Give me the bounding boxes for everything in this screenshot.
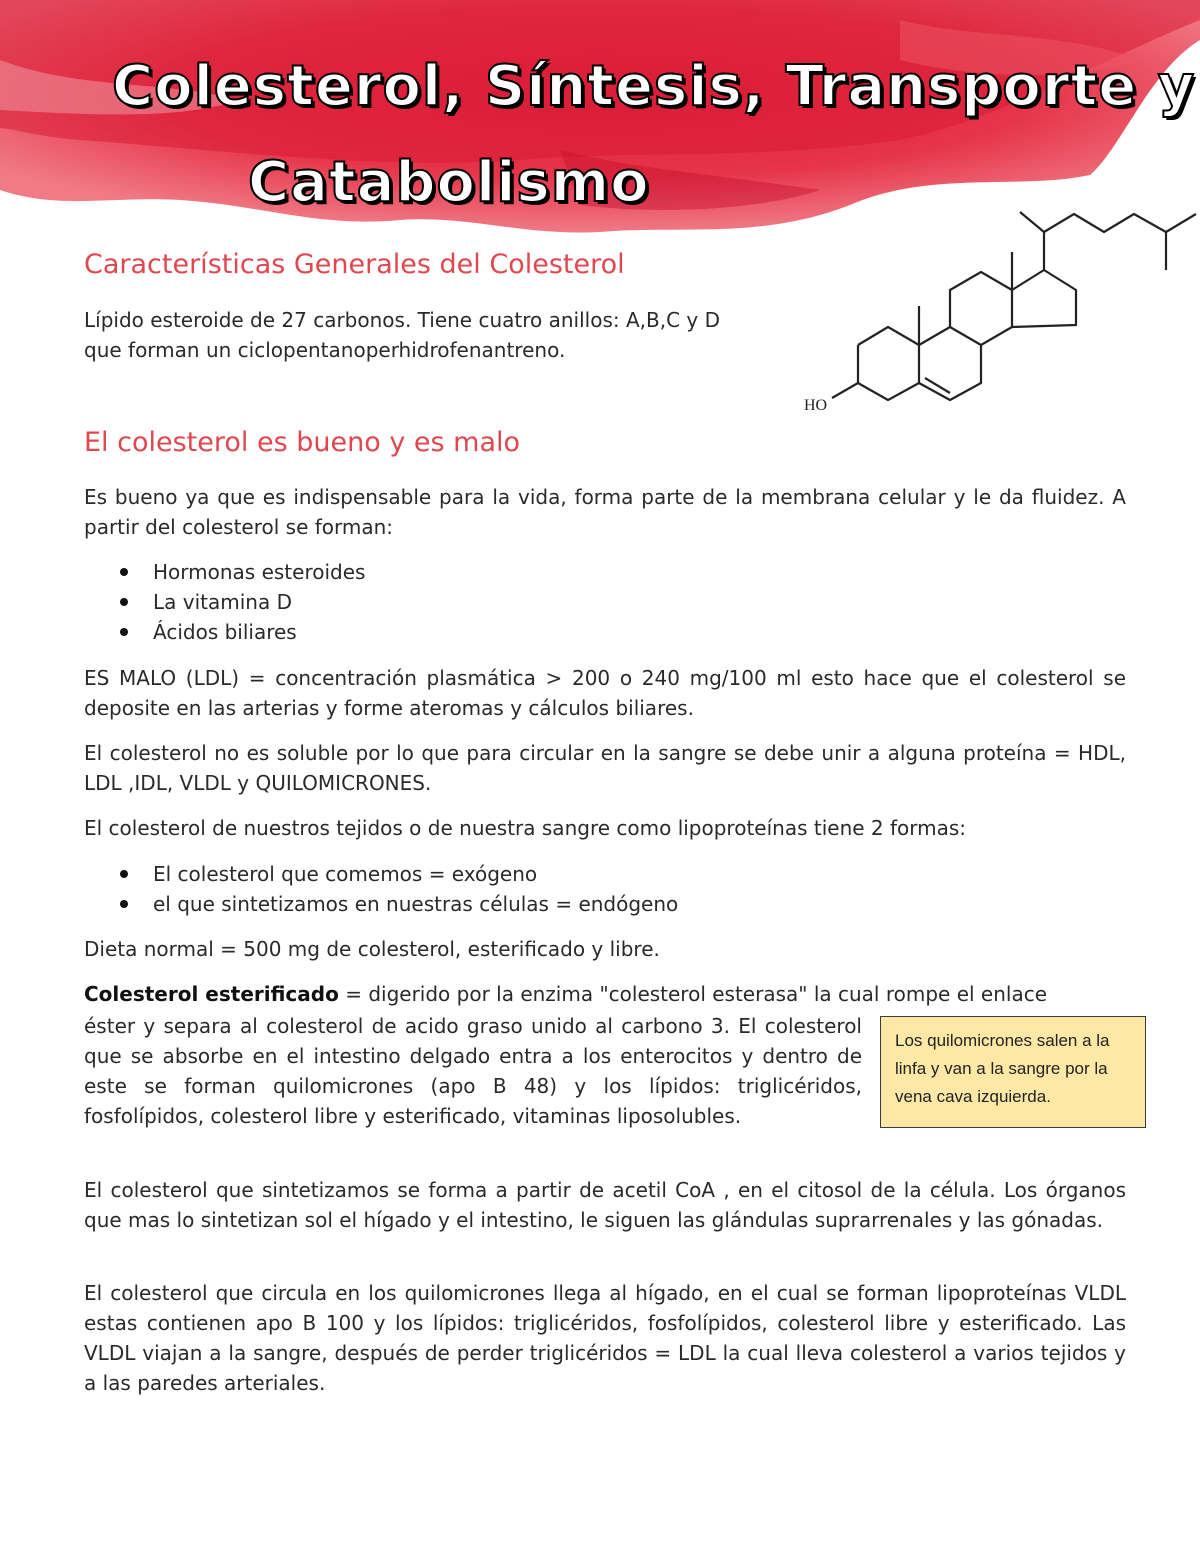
list-item: Ácidos biliares <box>116 617 716 647</box>
list-item: La vitamina D <box>116 587 716 617</box>
paragraph-not-soluble: El colesterol no es soluble por lo que para circular en la sangre se debe unir a alguna proteína = HDL, LDL ,IDL, VLDL y QUILOMICRONES. <box>84 741 1126 795</box>
list-cholesterol-forms <box>116 859 916 919</box>
esterified-term: Colesterol esterificado <box>84 982 339 1006</box>
hydroxyl-label: HO <box>804 397 828 414</box>
heading-general-characteristics: Características Generales del Colesterol <box>84 249 625 280</box>
paragraph-lipid-line-2: que forman un ciclopentanoperhidrofenantreno. <box>84 338 566 362</box>
paragraph-lipid-line-1: Lípido esteroide de 27 carbonos. Tiene cuatro anillos: A,B,C y D <box>84 308 720 332</box>
paragraph-normal-diet: Dieta normal = 500 mg de colesterol, esterificado y libre. <box>84 937 660 961</box>
list-formed-products <box>116 557 716 647</box>
paragraph-synthesis: El colesterol que sintetizamos se forma a partir de acetil CoA , en el citosol de la célula. Los órganos que mas lo sintetizan sol el hígado y el intestino, le siguen las glándulas suprarrenales y las gónadas. <box>84 1178 1126 1232</box>
paragraph-esterified-rest: éster y separa al colesterol de acido graso unido al carbono 3. El colesterol que se absorbe en el intestino delgado entra a los enterocitos y dentro de este se forman quilomicrones (apo B 48) y los lípidos: triglicéridos, fosfolípidos, colesterol libre y esterificado, vitaminas liposolubles. <box>84 1014 862 1128</box>
heading-good-and-bad: El colesterol es bueno y es malo <box>84 427 521 458</box>
page-title-line-1: Colesterol, Síntesis, Transporte y <box>112 54 1196 119</box>
esterified-definition: = digerido por la enzima "colesterol esterasa" la cual rompe el enlace <box>338 982 1048 1006</box>
cholesterol-structure-diagram <box>800 205 1200 420</box>
paragraph-transport: El colesterol que circula en los quilomicrones llega al hígado, en el cual se forman lipoproteínas VLDL estas contienen apo B 100 y los lípidos: triglicéridos, fosfolípidos, colesterol libre y esterificado. Las VLDL viajan a la sangre, después de perder triglicéridos = LDL la cual lleva colesterol a varios tejidos y a las paredes arteriales. <box>84 1281 1126 1395</box>
paragraph-good: Es bueno ya que es indispensable para la vida, forma parte de la membrana celular y le da fluidez. A partir del colesterol se forman: <box>84 485 1126 539</box>
list-item: el que sintetizamos en nuestras células = endógeno <box>116 889 916 919</box>
paragraph-two-forms: El colesterol de nuestros tejidos o de nuestra sangre como lipoproteínas tiene 2 formas: <box>84 816 967 840</box>
page-title-line-2: Catabolismo <box>248 150 650 215</box>
paragraph-bad: ES MALO (LDL) = concentración plasmática > 200 o 240 mg/100 ml esto hace que el colesterol se deposite en las arterias y forme ateromas y cálculos biliares. <box>84 666 1126 720</box>
paragraph-esterified-line-1 <box>84 979 1126 1009</box>
list-item: Hormonas esteroides <box>116 557 716 587</box>
callout-chylomicrons-note: Los quilomicrones salen a la linfa y van a la sangre por la vena cava izquierda. <box>880 1016 1146 1128</box>
list-item: El colesterol que comemos = exógeno <box>116 859 916 889</box>
